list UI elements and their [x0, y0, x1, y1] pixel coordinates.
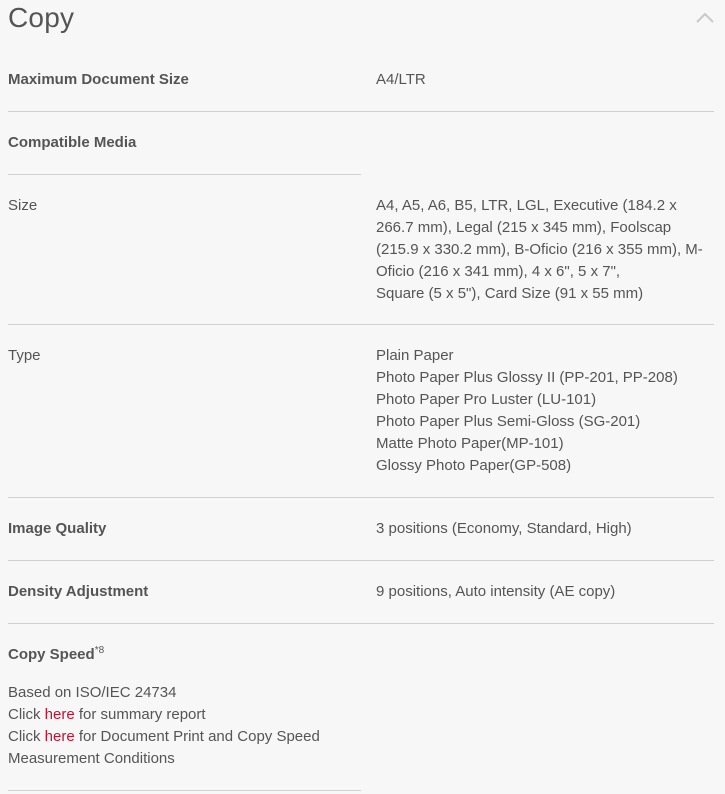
divider: [8, 324, 714, 325]
measurement-conditions-link[interactable]: here: [44, 728, 75, 745]
note-conditions: [8, 726, 368, 748]
spec-value: [376, 195, 716, 305]
footnote-marker: *8: [94, 645, 105, 656]
copy-speed-notes: [8, 682, 368, 770]
click-text: Click: [8, 706, 45, 723]
size-line: (215.9 x 330.2 mm), B-Oficio (216 x 355 mm), M-: [376, 241, 703, 258]
size-line: 266.7 mm), Legal (215 x 345 mm), Foolscap: [376, 219, 672, 236]
spec-value: 3 positions (Economy, Standard, High): [376, 520, 632, 537]
note-iso: Based on ISO/IEC 24734: [8, 684, 177, 701]
spec-value: 9 positions, Auto intensity (AE copy): [376, 583, 616, 600]
spec-value: A4/LTR: [376, 71, 426, 88]
type-line: Photo Paper Plus Semi-Gloss (SG-201): [376, 413, 641, 430]
note-conditions-line2: Measurement Conditions: [8, 750, 175, 767]
summary-report-link[interactable]: here: [44, 706, 75, 723]
section-header: [8, 0, 717, 40]
section-title: Copy: [8, 2, 75, 33]
size-line: Square (5 x 5"), Card Size (91 x 55 mm): [376, 285, 644, 302]
note-summary: [8, 704, 368, 726]
divider: [8, 790, 361, 791]
type-line: Glossy Photo Paper(GP-508): [376, 457, 572, 474]
divider: [8, 111, 714, 112]
type-line: Plain Paper: [376, 347, 454, 364]
spec-label: Type: [8, 347, 41, 364]
divider: [8, 560, 714, 561]
click-text: Click: [8, 728, 45, 745]
chevron-up-icon[interactable]: [695, 10, 715, 24]
summary-suffix: for summary report: [74, 706, 206, 723]
spec-label: [8, 644, 104, 666]
spec-value: [376, 345, 716, 477]
type-line: Matte Photo Paper(MP-101): [376, 435, 564, 452]
divider: [8, 174, 361, 175]
spec-label: Size: [8, 197, 38, 214]
spec-label: Maximum Document Size: [8, 71, 189, 88]
divider: [8, 623, 714, 624]
spec-label: Density Adjustment: [8, 583, 149, 600]
copy-speed-label: Copy Speed: [8, 646, 95, 663]
conditions-suffix: for Document Print and Copy Speed: [74, 728, 320, 745]
type-line: Photo Paper Pro Luster (LU-101): [376, 391, 597, 408]
divider: [8, 497, 714, 498]
spec-label: Compatible Media: [8, 134, 137, 151]
size-line: Oficio (216 x 341 mm), 4 x 6", 5 x 7",: [376, 263, 621, 280]
size-line: A4, A5, A6, B5, LTR, LGL, Executive (184.2 x: [376, 197, 677, 214]
type-line: Photo Paper Plus Glossy II (PP-201, PP-208): [376, 369, 678, 386]
spec-label: Image Quality: [8, 520, 107, 537]
